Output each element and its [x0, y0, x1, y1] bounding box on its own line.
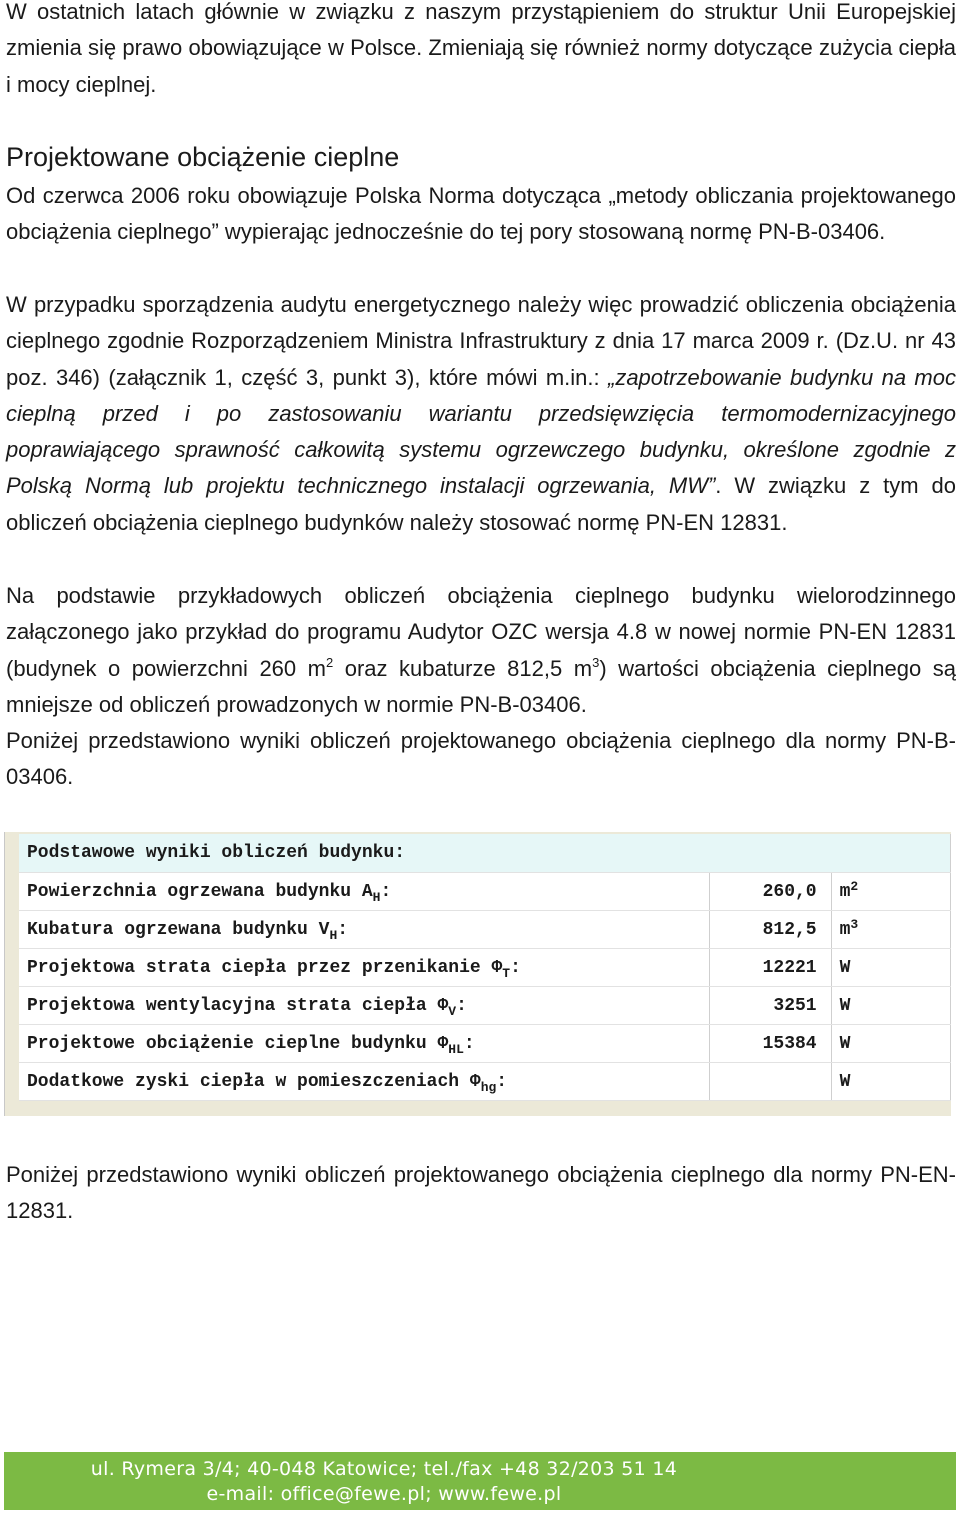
footer-contact: e-mail: office@fewe.pl; www.fewe.pl [206, 1483, 562, 1505]
table-row [19, 873, 951, 911]
row-label: Projektowe obciążenie cieplne budynku $\Phi_{HL}$: [19, 1025, 710, 1063]
paragraph-next-results: Poniżej przedstawiono wyniki obliczeń projektowanego obciążenia cieplnego dla normy PN-EN-12831. [6, 1162, 956, 1224]
paragraph-audit-start: W przypadku sporządzenia audytu energetycznego należy więc prowadzić obliczenia obciążenia cieplnego zgodnie Rozporządzeniem Ministra Infrastruktury z dnia 17 marca 2009 r. (Dz.U. nr 43 poz. 346) (załącznik 1, część 3, punkt 3), które mówi m.in.: [6, 292, 956, 390]
row-value: 3251 [710, 987, 831, 1025]
row-value: 15384 [710, 1025, 831, 1063]
results-header-row [19, 834, 951, 873]
row-unit: W [831, 1025, 950, 1063]
row-unit: W [831, 949, 950, 987]
table-row [19, 987, 951, 1025]
footer-address: ul. Rymera 3/4; 40-048 Katowice; tel./fax +48 32/203 51 14 [90, 1458, 678, 1480]
area-unit-exponent: 2 [326, 654, 334, 670]
regulation-quote: „zapotrzebowanie budynku na moc cieplną przed i po zastosowaniu wariantu przedsięwzięcia termomodernizacyjnego poprawiającego sprawność całkowitą systemu ogrzewczego budynku, określone zgodnie z Polską Normą lub projektu technicznego instalacji ogrzewania, MW” [6, 364, 956, 499]
results-panel [4, 832, 951, 1116]
row-unit: W [831, 987, 950, 1025]
table-row [19, 949, 951, 987]
paragraph-audit-end: . W związku z tym do obliczeń obciążenia cieplnego budynków należy stosować normę PN-EN 12831. [6, 473, 957, 535]
row-label: Projektowa wentylacyjna strata ciepła $\Phi_V$: [19, 987, 710, 1025]
paragraph-example-part-b: oraz kubaturze 812,5 m [333, 655, 593, 681]
row-unit: W [831, 1063, 950, 1101]
paragraph-norm-intro: Od czerwca 2006 roku obowiązuje Polska Norma dotycząca „metody obliczania projektowanego obciążenia cieplnego” wypierając jednocześnie do tej pory stosowaną normę PN-B-03406. [6, 183, 956, 245]
row-value: 12221 [710, 949, 831, 987]
row-label: Kubatura ogrzewana budynku $V_H$: [19, 911, 710, 949]
table-row [19, 1025, 951, 1063]
row-unit: $m^3$ [831, 911, 950, 949]
table-row [19, 911, 951, 949]
section-title: Projektowane obciążenie cieplne [6, 142, 400, 172]
row-label: Projektowa strata ciepła przez przenikanie $\Phi_T$: [19, 949, 710, 987]
row-unit: $m^2$ [831, 873, 950, 911]
row-value: 812,5 [710, 911, 831, 949]
paragraph-example-part-a: Na podstawie przykładowych obliczeń obciążenia cieplnego budynku wielorodzinnego załączonego jako przykład do programu Audytor OZC wersja 4.8 w nowej normie PN-EN 12831 (budynek o powierzchni 260 m [6, 583, 956, 681]
table-row [19, 1063, 951, 1101]
paragraph-audit [6, 287, 956, 541]
row-value: 260,0 [710, 873, 831, 911]
row-label: Dodatkowe zyski ciepła w pomieszczeniach $\Phi_{hg}$: [19, 1063, 710, 1101]
paragraph-example-part-c: ) wartości obciążenia cieplnego są mniejsze od obliczeń prowadzonych w normie PN-B-03406. [6, 655, 957, 717]
footer-banner [4, 1452, 956, 1510]
row-label: Powierzchnia ogrzewana budynku $A_H$: [19, 873, 710, 911]
volume-unit-exponent: 3 [592, 654, 600, 670]
results-header: Podstawowe wyniki obliczeń budynku: [19, 834, 951, 873]
paragraph-results-intro: Poniżej przedstawiono wyniki obliczeń projektowanego obciążenia cieplnego dla normy PN-B-03406. [6, 728, 956, 790]
paragraph-example [6, 578, 956, 723]
results-table [19, 834, 951, 1101]
row-value [710, 1063, 831, 1101]
intro-paragraph: W ostatnich latach głównie w związku z naszym przystąpieniem do struktur Unii Europejskiej zmienia się prawo obowiązujące w Polsce. Zmieniają się również normy dotyczące zużycia ciepła i mocy cieplnej. [6, 0, 956, 97]
